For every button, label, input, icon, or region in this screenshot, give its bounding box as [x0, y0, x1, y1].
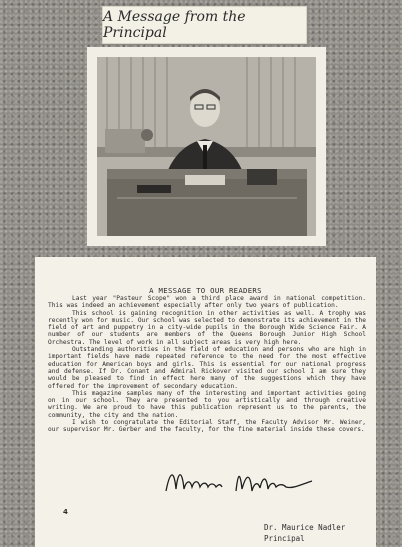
letter-card	[35, 257, 376, 547]
title-plate	[103, 7, 306, 43]
principal-photo-frame	[87, 47, 326, 246]
handwritten-signature	[162, 461, 322, 501]
letter-paragraph: This magazine samples many of the interesting and important activities going on in our school. They are presented to you artistically and through creative writing. We are proud to have this publication represent us to the parents, the community, the city and the nation.	[48, 389, 366, 419]
letter-heading: A MESSAGE TO OUR READERS	[149, 286, 262, 295]
letter-paragraph: Last year "Pasteur Scope" won a third place award in national competition. This was indeed an achievement especially after only two years of publication.	[48, 295, 366, 310]
page-number: 4	[63, 508, 68, 516]
page-title: A Message from the Principal	[103, 9, 246, 41]
letter-paragraph: I wish to congratulate the Editorial Staff, the Faculty Advisor Mr. Weiner, our supervisor Mr. Gerber and the faculty, for the fine material inside these covers.	[48, 419, 366, 434]
signer-title: Principal	[264, 534, 305, 543]
letter-paragraph: Outstanding authorities in the field of education and persons who are high in important fields have made repeated reference to the need for the most effective education for American boys and girls. This is essential for our national progress and defense. If Dr. Conant and Admiral Rickover visited our school I am sure they would be pleased to find in effect here many of the suggestions which they have offered for the improvement of secondary education.	[48, 346, 366, 390]
letter-body	[48, 295, 366, 434]
signer-name: Dr. Maurice Nadler	[264, 523, 346, 532]
principal-photo	[97, 57, 316, 236]
letter-paragraph: This school is gaining recognition in other activities as well. A trophy was recently won for music. Our school was selected to demonstrate its achievement in the field of art and puppetry in a city-wide pupils in the Borough Wide Science Fair. A number of our students are members of the Queens Borough Junior High School Orchestra. The level of work in all subject areas is very high here.	[48, 309, 366, 346]
